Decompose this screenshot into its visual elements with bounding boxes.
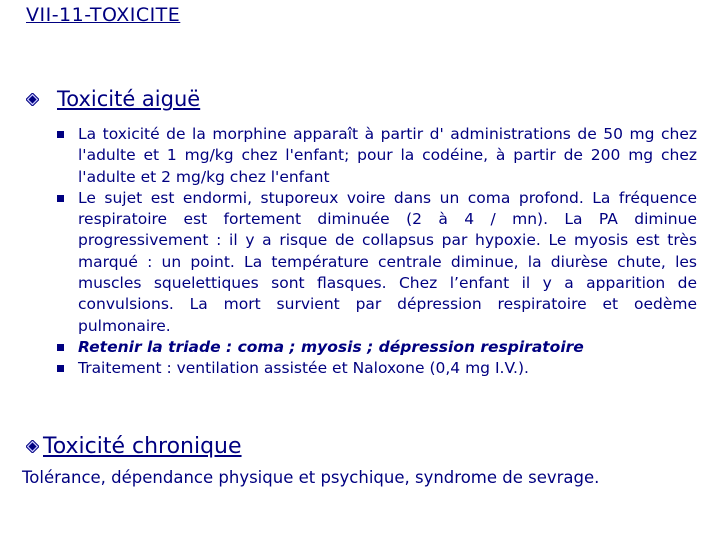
list-item-text: La toxicité de la morphine apparaît à partir d' administrations de 50 mg chez l'adulte et 1 mg/kg chez l'enfant; pour la codéine, à partir de 200 mg chez l'adulte et 2 mg/kg chez l'enfant (78, 125, 697, 186)
diamond-icon (26, 440, 39, 453)
acute-bullet-list (57, 124, 697, 380)
chronic-description: Tolérance, dépendance physique et psychique, syndrome de sevrage. (22, 468, 600, 487)
list-item-text: Traitement : ventilation assistée et Naloxone (0,4 mg I.V.). (78, 359, 529, 378)
list-item (57, 358, 697, 379)
square-bullet-icon (57, 365, 64, 372)
list-item (57, 124, 697, 188)
slide-title: VII-11-TOXICITE (26, 4, 181, 26)
square-bullet-icon (57, 344, 64, 351)
list-item-text: Retenir la triade : coma ; myosis ; dépression respiratoire (78, 337, 584, 356)
section-heading-acute-label: Toxicité aiguë (57, 87, 201, 111)
list-item (57, 188, 697, 337)
list-item-text: Le sujet est endormi, stuporeux voire dans un coma profond. La fréquence respiratoire est fortement diminuée (2 à 4 / mn). La PA diminue progressivement : il y a risque de collapsus par hypoxie. Le myosis est très marqué : un point. La température centrale diminue, la diurèse chute, les muscles squelettiques sont flasques. Chez l’enfant il y a apparition de convulsions. La mort survient par dépression respiratoire et oedème pulmonaire. (78, 188, 697, 335)
section-heading-chronic (26, 434, 242, 459)
list-item (57, 337, 697, 358)
square-bullet-icon (57, 195, 64, 202)
section-heading-acute (26, 87, 200, 111)
diamond-icon (26, 93, 39, 106)
section-heading-chronic-label: Toxicité chronique (43, 434, 242, 459)
square-bullet-icon (57, 131, 64, 138)
